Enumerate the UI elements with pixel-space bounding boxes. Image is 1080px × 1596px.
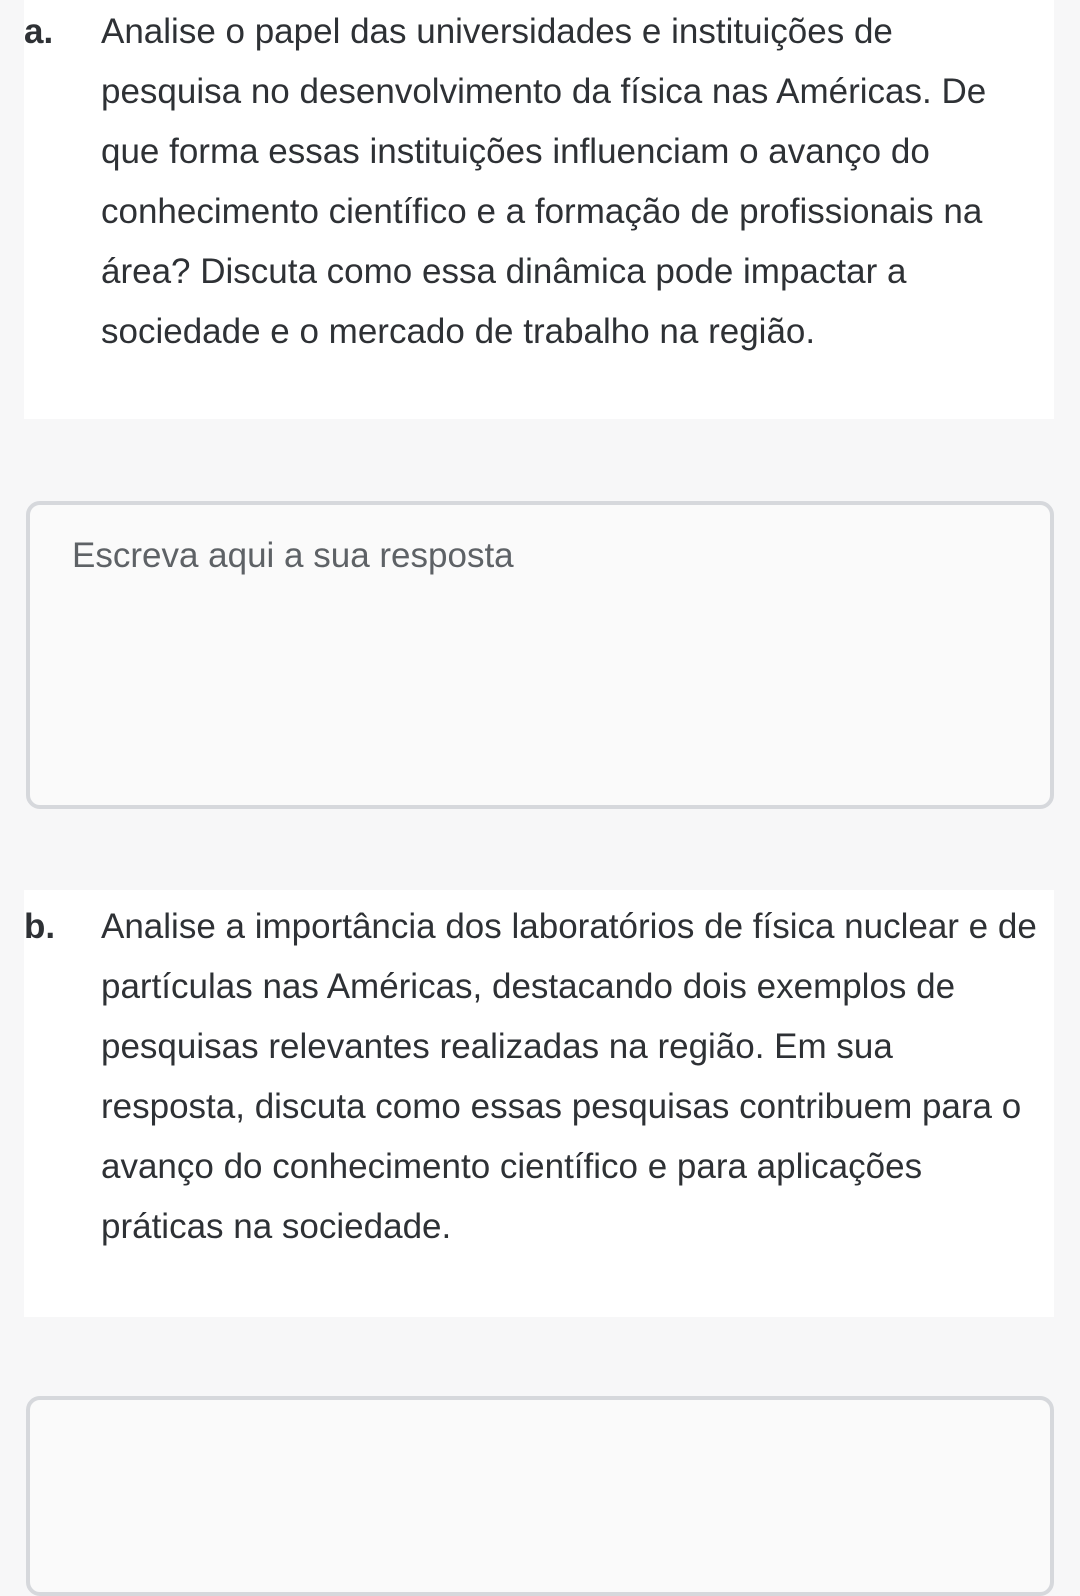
question-b-letter: b. [24,907,56,946]
question-a-row [24,0,1054,362]
question-a-letter: a. [24,12,54,51]
answer-a-placeholder: Escreva aqui a sua resposta [72,536,514,575]
question-a [24,0,1054,419]
question-a-text: Analise o papel das universidades e instituições de pesquisa no desenvolvimento da física nas Américas. De que forma essas instituições influenciam o avanço do conhecimento científico e a formação de profissionais na área? Discuta como essa dinâmica pode impactar a sociedade e o mercado de trabalho na região. [101,12,987,351]
question-b-row [24,890,1054,1257]
question-b-text: Analise a importância dos laboratórios de física nuclear e de partículas nas Américas, destacando dois exemplos de pesquisas relevantes realizadas na região. Em sua resposta, discuta como essas pesquisas contribuem para o avanço do conhecimento científico e para aplicações práticas na sociedade. [101,907,1037,1246]
question-b [24,890,1054,1317]
answer-b-field[interactable] [26,1396,1054,1596]
answer-a-field[interactable] [26,501,1054,809]
